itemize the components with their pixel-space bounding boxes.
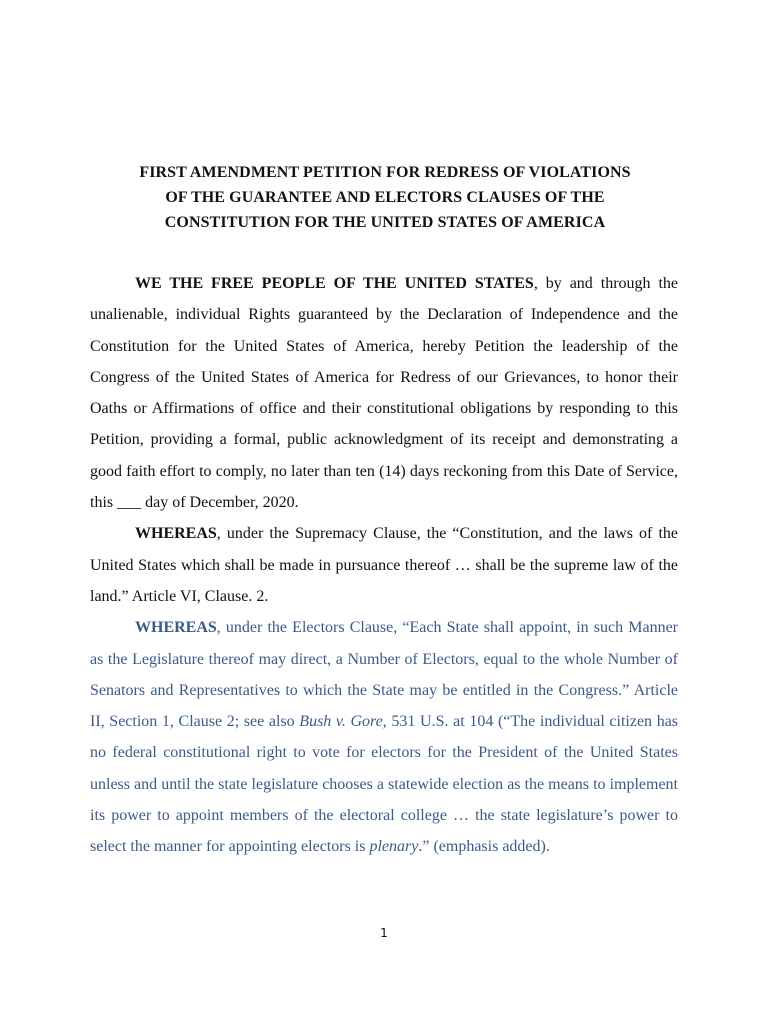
paragraph-lead: WHEREAS xyxy=(135,525,217,543)
paragraph-text: , under the Supremacy Clause, the “Constitution, and the laws of the United States which shall be made in pursuance thereof … shall be the supreme law of the land.” Article VI, Clause. 2. xyxy=(90,525,678,605)
paragraph-text: , by and through the unalienable, individual Rights guaranteed by the Declaration of Independence and the Constitution for the United States of America, hereby Petition the leadership of the Congress of the United States of America for Redress of our Grievances, to honor their Oaths or Affirmations of office and their constitutional obligations by responding to this Petition, providing a formal, public acknowledgment of its receipt and demonstrating a good faith effort to comply, no later than ten (14) days reckoning from this Date of Service, this ___ day of December, 2020. xyxy=(90,275,679,512)
page-number: 1 xyxy=(380,926,388,940)
title-line-1: FIRST AMENDMENT PETITION FOR REDRESS OF VIOLATIONS xyxy=(139,164,631,181)
paragraph-text: .” (emphasis added). xyxy=(418,838,550,856)
paragraph-supremacy-clause xyxy=(90,518,678,612)
title-line-3: CONSTITUTION FOR THE UNITED STATES OF AMERICA xyxy=(164,214,606,231)
emphasis-word: plenary xyxy=(369,838,419,856)
paragraph-text: , under the Electors Clause, “Each State shall appoint, in such Manner as the Legislature thereof may direct, a Number of Electors, equal to the whole Number of Senators and Representatives to which the State may be entitled in the Congress.” Article II, Section 1, Clause 2; see also xyxy=(90,619,678,731)
document-title xyxy=(90,160,680,235)
case-citation: Bush v. Gore xyxy=(299,713,383,731)
paragraph-lead: WE THE FREE PEOPLE OF THE UNITED STATES xyxy=(135,275,534,292)
title-line-2: OF THE GUARANTEE AND ELECTORS CLAUSES OF THE xyxy=(165,189,605,206)
paragraph-lead: WHEREAS xyxy=(135,619,217,637)
paragraph-text: , 531 U.S. at 104 (“The individual citizen has no federal constitutional right to vote for electors for the President of the United States unless and until the state legislature chooses a statewide election as the means to implement its power to appoint members of the electoral college … the state legislature’s power to select the manner for appointing electors is xyxy=(90,713,679,856)
paragraph-electors-clause xyxy=(90,612,678,862)
document-body xyxy=(90,268,678,863)
paragraph-petition xyxy=(90,268,678,518)
